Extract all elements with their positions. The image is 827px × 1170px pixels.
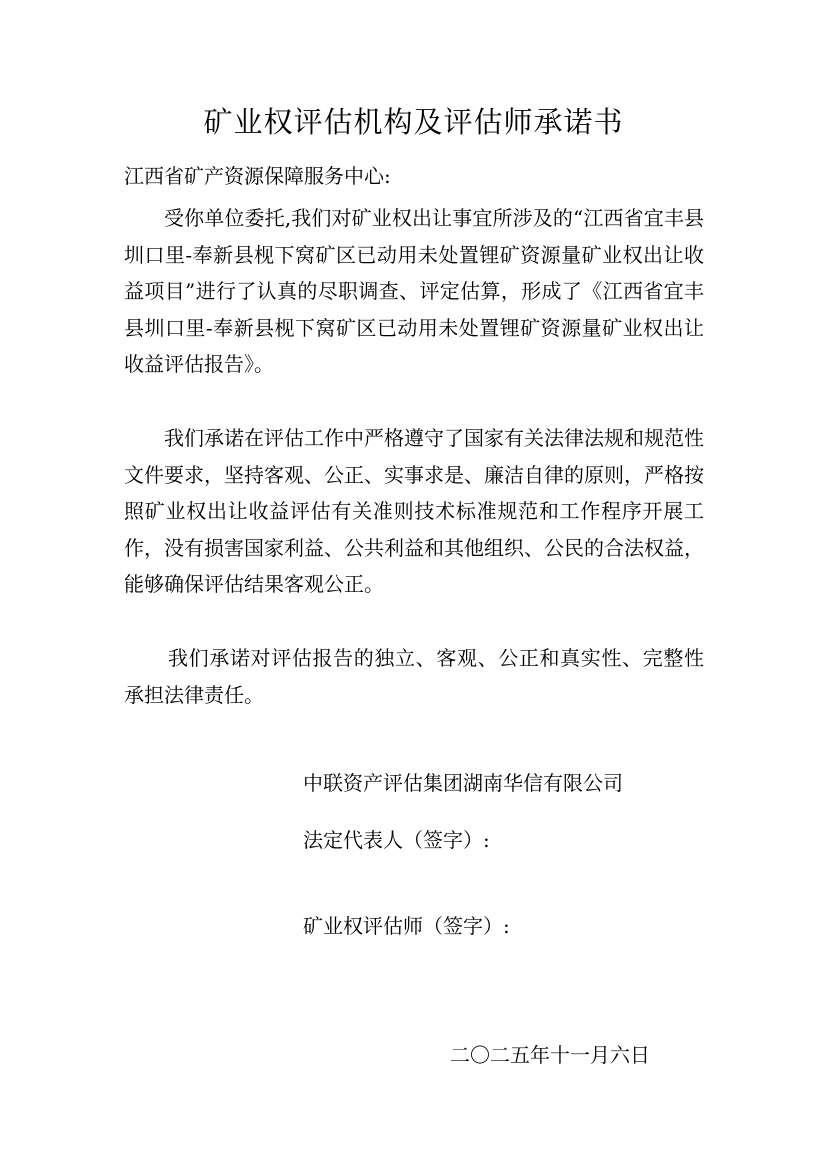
signing-company: 中联资产评估集团湖南华信有限公司 [303,771,623,795]
paragraph-liability-commitment: 我们承诺对评估报告的独立、客观、公正和真实性、完整性承担法律责任。 [124,646,704,707]
paragraph-compliance-commitment: 我们承诺在评估工作中严格遵守了国家有关法律法规和规范性文件要求，坚持客观、公正、实事求是、廉洁自律的原则，严格按照矿业权出让收益评估有关准则技术标准规范和工作程序开展工作，没有损害国家利益、公共利益和其他组织、公民的合法权益，能够确保评估结果客观公正。 [124,426,704,596]
document-title: 矿业权评估机构及评估师承诺书 [203,105,624,139]
legal-representative-signature-line: 法定代表人（签字）: [303,828,490,852]
appraiser-signature-line: 矿业权评估师（签字）: [303,914,510,938]
signing-date: 二〇二五年十一月六日 [450,1043,650,1067]
addressee: 江西省矿产资源保障服务中心: [124,164,391,188]
paragraph-commission: 受你单位委托,我们对矿业权出让事宜所涉及的“江西省宜丰县圳口里-奉新县枧下窝矿区已动用未处置锂矿资源量矿业权出让收益项目”进行了认真的尽职调查、评定估算，形成了《江西省宜丰县圳口里-奉新县枧下窝矿区已动用未处置锂矿资源量矿业权出让收益评估报告》。 [124,206,704,376]
